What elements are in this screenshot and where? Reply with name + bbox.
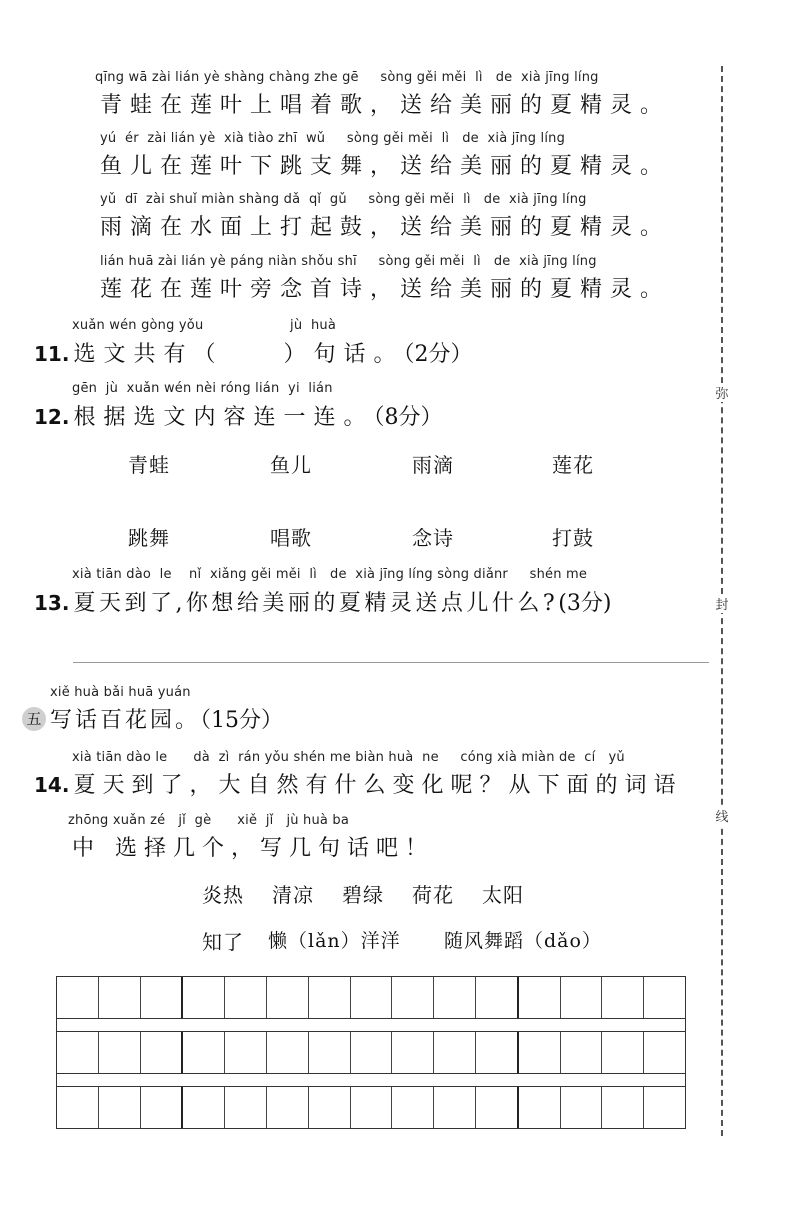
writing-grid-row-3[interactable] (56, 1086, 686, 1129)
q14-word-6: 知了 (202, 930, 244, 954)
match-bottom-word-3[interactable]: 念诗 (412, 526, 454, 550)
q14-pinyin-2: zhōng xuǎn zé jǐ gè xiě jǐ jù huà ba (68, 813, 350, 828)
q14-word-7: 懒（lǎn）洋洋 (268, 930, 401, 952)
match-bottom-word-1[interactable]: 跳舞 (128, 526, 170, 550)
match-top-word-2[interactable]: 鱼儿 (270, 453, 312, 477)
margin-label-xian: 线 (712, 806, 732, 825)
q12-number: 12. (34, 405, 70, 429)
match-top-word-1[interactable]: 青蛙 (128, 453, 170, 477)
passage-line-3-text: 雨滴在水面上打起鼓，送给美丽的夏精灵。 (100, 215, 671, 240)
q14-word-5: 太阳 (482, 883, 524, 907)
q12-pinyin: gēn jù xuǎn wén nèi róng lián yi lián (72, 381, 333, 396)
q14-line-2: 中 选择几个，写几句话吧！ (72, 836, 434, 861)
q11-pinyin: xuǎn wén gòng yǒu jù huà (72, 318, 336, 333)
q11-text: 选文共有（ ）句话。 (73, 342, 404, 367)
margin-label-feng: 封 (712, 594, 732, 613)
q13-pinyin: xià tiān dào le nǐ xiǎng gěi měi lì de xià jīng líng sòng diǎnr shén me (72, 567, 588, 582)
q14-word-8: 随风舞蹈（dǎo） (444, 930, 602, 952)
match-bottom-word-4[interactable]: 打鼓 (552, 526, 594, 550)
q11-line (34, 337, 472, 368)
section5-score: （15分） (200, 708, 284, 733)
section5-pinyin: xiě huà bǎi huā yuán (50, 685, 191, 700)
q14-word-4: 荷花 (412, 883, 454, 907)
passage-line-2-pinyin: yú ér zài lián yè xià tiào zhī wǔ sòng gěi měi lì de xià jīng líng (100, 131, 566, 146)
match-top-word-4[interactable]: 莲花 (552, 453, 594, 477)
q14-word-3: 碧绿 (342, 883, 384, 907)
passage-line-1-text: 青蛙在莲叶上唱着歌，送给美丽的夏精灵。 (100, 93, 671, 118)
q12-line (34, 400, 442, 431)
q13-line (34, 586, 611, 617)
q13-score: (3分) (558, 591, 612, 616)
writing-grid-row-1[interactable] (56, 976, 686, 1019)
match-top-word-3[interactable]: 雨滴 (412, 453, 454, 477)
q13-number: 13. (34, 591, 70, 615)
section5-badge: 五 (22, 707, 46, 731)
passage-line-4-pinyin: lián huā zài lián yè páng niàn shǒu shī sòng gěi měi lì de xià jīng líng (100, 254, 597, 269)
match-bottom-word-2[interactable]: 唱歌 (270, 526, 312, 550)
section-divider (73, 662, 709, 663)
q12-score: （8分） (373, 405, 443, 430)
q14-word-2: 清凉 (272, 883, 314, 907)
passage-line-3-pinyin: yǔ dī zài shuǐ miàn shàng dǎ qǐ gǔ sòng gěi měi lì de xià jīng líng (100, 192, 587, 207)
section5-heading (22, 703, 283, 734)
q14-line-1 (34, 768, 682, 799)
passage-line-1-pinyin: qīng wā zài lián yè shàng chàng zhe gē sòng gěi měi lì de xià jīng líng (95, 70, 599, 85)
writing-grid-gap-1 (56, 1019, 686, 1031)
q13-text: 夏天到了,你想给美丽的夏精灵送点儿什么? (73, 591, 559, 616)
q14-pinyin-1: xià tiān dào le dà zì rán yǒu shén me biàn huà ne cóng xià miàn de cí yǔ (72, 750, 625, 765)
q11-number: 11. (34, 342, 70, 366)
margin-label-mi: 弥 (712, 383, 732, 402)
writing-grid-row-2[interactable] (56, 1031, 686, 1074)
writing-grid-gap-2 (56, 1074, 686, 1086)
q14-word-1: 炎热 (202, 883, 244, 907)
passage-line-2-text: 鱼儿在莲叶下跳支舞，送给美丽的夏精灵。 (100, 154, 671, 179)
passage-line-4-text: 莲花在莲叶旁念首诗，送给美丽的夏精灵。 (100, 277, 671, 302)
q14-text-1: 夏天到了，大自然有什么变化呢？从下面的词语 (73, 773, 683, 798)
section5-title: 写话百花园。 (50, 708, 201, 733)
q12-text: 根据选文内容连一连。 (73, 405, 374, 430)
q11-score: （2分） (403, 342, 473, 367)
q14-number: 14. (34, 773, 70, 797)
